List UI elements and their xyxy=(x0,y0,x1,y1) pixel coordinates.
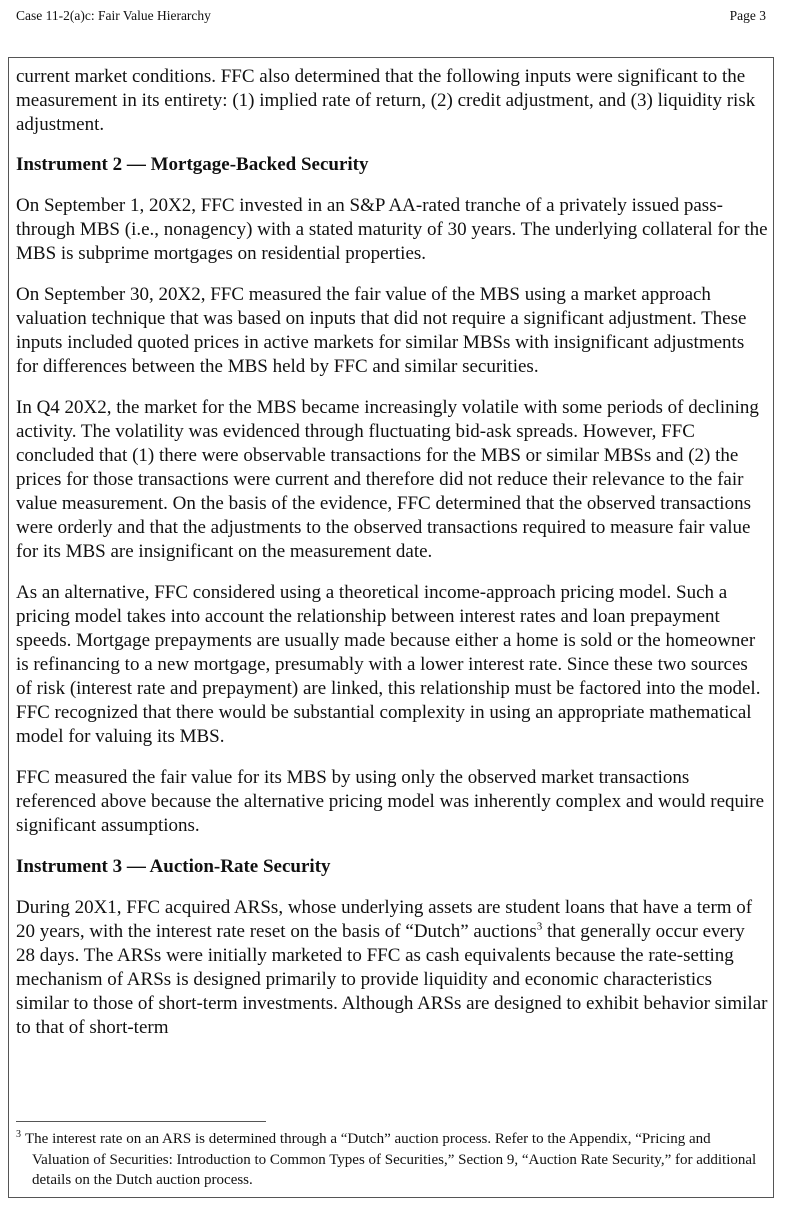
paragraph: On September 30, 20X2, FFC measured the fair value of the MBS using a market approach valuation technique that was based on inputs that did not require a significant adjustment. These inputs included quoted prices in active markets for similar MBSs with insignificant adjustments for differences between the MBS held by FFC and similar securities. xyxy=(16,284,747,377)
paragraph-with-footnote xyxy=(16,896,768,1040)
section-heading-instrument-3: Instrument 3 — Auction-Rate Security xyxy=(16,856,331,877)
footnote-number: 3 xyxy=(16,1129,21,1140)
continued-paragraph: current market conditions. FFC also determined that the following inputs were significant to the measurement in its entirety: (1) implied rate of return, (2) credit adjustment, and (3) liquidity risk adjustment. xyxy=(16,66,756,135)
page-header xyxy=(16,6,766,26)
paragraph: FFC measured the fair value for its MBS by using only the observed market transactions referenced above because the alternative pricing model was inherently complex and would require significant assumptions. xyxy=(16,767,765,836)
document-body xyxy=(16,65,768,1057)
paragraph: In Q4 20X2, the market for the MBS became increasingly volatile with some periods of declining activity. The volatility was evidenced through fluctuating bid-ask spreads. However, FFC concluded that (1) there were observable transactions for the MBS or similar MBSs and (2) the prices for those transactions were current and therefore did not reduce their relevance to the fair value measurement. On the basis of the evidence, FFC determined that the observed transactions were orderly and that the adjustments to the observed transactions required to measure fair value for its MBS are insignificant on the measurement date. xyxy=(16,397,759,562)
footnote xyxy=(16,1129,768,1191)
paragraph-text: that generally occur every 28 days. The ARSs were initially marketed to FFC as cash equivalents because the rate-setting mechanism of ARSs is designed primarily to provide liquidity and economic characteristics similar to those of short-term investments. Although ARSs are designed to exhibit behavior similar to that of short-term xyxy=(16,921,768,1038)
footnote-divider xyxy=(16,1121,266,1122)
paragraph: As an alternative, FFC considered using a theoretical income-approach pricing model. Such a pricing model takes into account the relationship between interest rates and loan prepayment speeds. Mortgage prepayments are usually made because either a home is sold or the homeowner is refinancing to a new mortgage, presumably with a lower interest rate. Since these two sources of risk (interest rate and prepayment) are linked, this relationship must be factored into the model. FFC recognized that there would be substantial complexity in using an appropriate mathematical model for valuing its MBS. xyxy=(16,582,761,747)
paragraph-text: During 20X1, FFC acquired ARSs, whose underlying assets are student loans that have a term of 20 years, with the interest rate reset on the basis of “Dutch” auctions xyxy=(16,897,753,942)
page-number: Page 3 xyxy=(729,8,766,23)
footnote-text: The interest rate on an ARS is determined through a “Dutch” auction process. Refer to the Appendix, “Pricing and Valuation of Securities: Introduction to Common Types of Securities,” Section 9, “Auction Rate Security,” for additional details on the Dutch auction process. xyxy=(25,1131,757,1188)
footnote-reference[interactable]: 3 xyxy=(536,920,543,933)
section-heading-instrument-2: Instrument 2 — Mortgage-Backed Security xyxy=(16,154,369,175)
paragraph: On September 1, 20X2, FFC invested in an S&P AA-rated tranche of a privately issued pass-through MBS (i.e., nonagency) with a stated maturity of 30 years. The underlying collateral for the MBS is subprime mortgages on residential properties. xyxy=(16,195,768,264)
case-title: Case 11-2(a)c: Fair Value Hierarchy xyxy=(16,8,211,23)
